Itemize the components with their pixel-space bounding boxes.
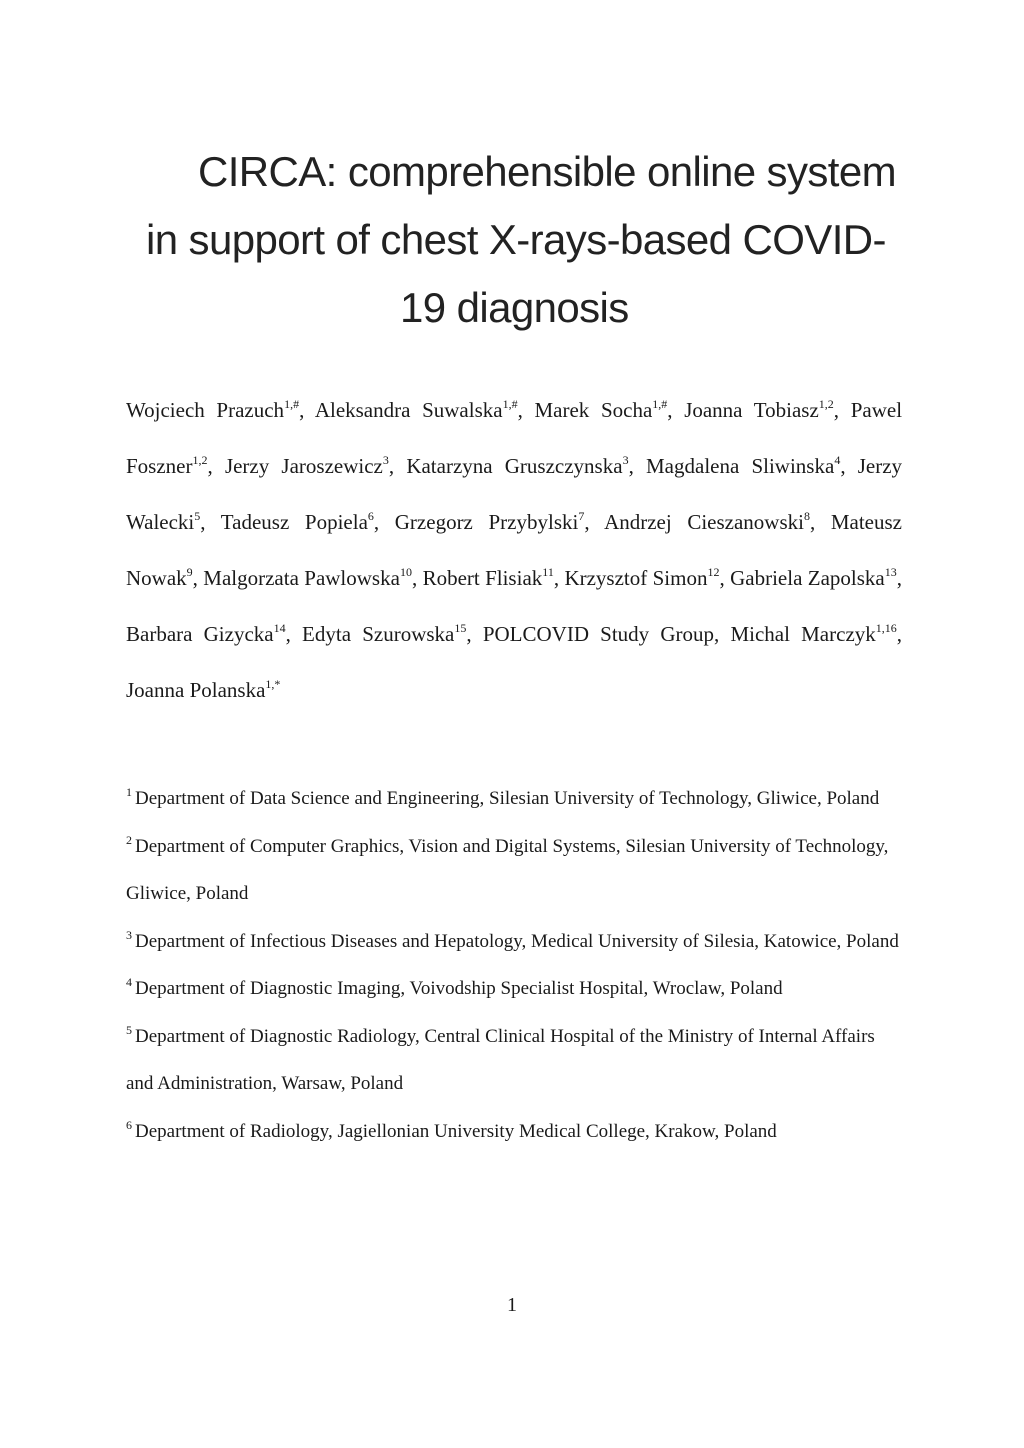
author — [684, 398, 851, 422]
affiliation — [126, 1013, 902, 1108]
author-affiliation-marker: 1,# — [652, 397, 668, 411]
author-name: Mateusz Nowak — [126, 510, 902, 590]
affiliation-number: 6 — [126, 1117, 132, 1132]
author-affiliation-marker: 9 — [186, 565, 193, 579]
author — [646, 454, 858, 478]
author-name: Grzegorz Przybylski — [394, 510, 579, 534]
affiliation — [126, 1108, 902, 1156]
author-separator: , — [466, 622, 483, 646]
affiliation-text: Department of Data Science and Engineering, Silesian University of Technology, Gliwice, Poland — [135, 788, 880, 809]
author-separator: , — [809, 510, 831, 534]
affiliation-text: Department of Diagnostic Imaging, Voivodship Specialist Hospital, Wroclaw, Poland — [135, 978, 783, 999]
author-separator: , — [299, 398, 315, 422]
page-number: 1 — [507, 1294, 517, 1316]
author-name: POLCOVID Study Group — [482, 622, 715, 646]
author — [126, 622, 302, 646]
author-name: Krzysztof Simon — [564, 566, 708, 590]
affiliation-number: 1 — [126, 785, 132, 799]
author-name: Katarzyna Gruszczynska — [406, 454, 623, 478]
author-affiliation-marker: 11 — [542, 565, 554, 579]
author-separator: , — [896, 566, 902, 590]
author — [730, 622, 902, 646]
author — [302, 622, 483, 646]
author — [564, 566, 730, 590]
author-affiliation-marker: 7 — [578, 509, 585, 523]
author-affiliation-marker: 3 — [622, 453, 629, 467]
author-affiliation-marker: 3 — [382, 453, 389, 467]
author-name: Michal Marczyk — [730, 622, 876, 646]
author-affiliation-marker: 5 — [194, 509, 201, 523]
author — [604, 510, 831, 534]
author-separator: , — [285, 622, 303, 646]
affiliation-number: 4 — [126, 975, 132, 989]
author — [221, 510, 395, 534]
affiliation — [126, 965, 902, 1013]
author-separator: , — [896, 622, 903, 646]
author-affiliation-marker: 8 — [803, 509, 810, 523]
author — [423, 566, 565, 590]
author-affiliation-marker: 1,# — [284, 397, 300, 411]
title-line-1: CIRCA: comprehensible online system — [198, 148, 896, 195]
author-name: Gabriela Zapolska — [730, 566, 885, 590]
affiliation-list — [126, 775, 902, 1155]
author-separator: , — [517, 398, 535, 422]
author-name: Tadeusz Popiela — [220, 510, 368, 534]
author-separator: , — [714, 622, 731, 646]
author-separator: , — [584, 510, 605, 534]
author-separator: , — [388, 454, 407, 478]
author-affiliation-marker: 15 — [454, 621, 467, 635]
author-name: Marek Socha — [534, 398, 653, 422]
affiliation — [126, 823, 902, 918]
author-separator: , — [373, 510, 395, 534]
author-list — [126, 382, 902, 718]
author-separator: , — [840, 454, 858, 478]
affiliation-number: 2 — [126, 832, 132, 847]
author-name: Magdalena Sliwinska — [646, 454, 835, 478]
author-name: Robert Flisiak — [422, 566, 543, 590]
author — [730, 566, 902, 590]
author-affiliation-marker: 1,# — [502, 397, 518, 411]
author-name: Aleksandra Suwalska — [314, 398, 503, 422]
author-name: Jerzy Jaroszewicz — [224, 454, 383, 478]
author-separator: , — [628, 454, 646, 478]
author-affiliation-marker: 12 — [707, 565, 720, 579]
affiliation — [126, 918, 902, 966]
author-separator: , — [200, 510, 221, 534]
author-separator: , — [411, 566, 423, 590]
author — [483, 622, 731, 646]
paper-title — [130, 138, 920, 342]
affiliation-text: Department of Radiology, Jagiellonian University Medical College, Krakow, Poland — [135, 1120, 777, 1142]
author-name: Wojciech Prazuch — [126, 398, 285, 422]
affiliation — [126, 775, 902, 823]
author-name: Joanna Tobiasz — [684, 398, 819, 422]
author-affiliation-marker: 1,16 — [875, 621, 897, 635]
author-name: Barbara Gizycka — [126, 622, 274, 646]
title-line-2: in support of chest X-rays-based COVID- — [146, 216, 886, 263]
affiliation-text: Department of Infectious Diseases and Hepatology, Medical University of Silesia, Katowice, Poland — [135, 930, 899, 952]
author-affiliation-marker: 1,* — [265, 677, 281, 691]
affiliation-number: 3 — [126, 927, 132, 942]
author-separator: , — [719, 566, 731, 590]
author-name: Malgorzata Pawlowska — [203, 566, 400, 590]
author-affiliation-marker: 14 — [273, 621, 286, 635]
author-name: Jerzy Walecki — [126, 454, 903, 534]
affiliation-number: 5 — [126, 1022, 132, 1037]
author-name: Joanna Polanska — [126, 678, 266, 702]
author-name: Andrzej Cieszanowski — [604, 510, 804, 534]
author-separator: , — [207, 454, 225, 478]
author — [406, 454, 646, 478]
author — [126, 678, 280, 702]
author-affiliation-marker: 1,2 — [818, 397, 834, 411]
title-line-3: 19 diagnosis — [400, 284, 629, 331]
author-separator: , — [667, 398, 685, 422]
author-affiliation-marker: 1,2 — [192, 453, 208, 467]
author-affiliation-marker: 6 — [367, 509, 374, 523]
author-name: Edyta Szurowska — [302, 622, 455, 646]
author-separator: , — [192, 566, 204, 590]
affiliation-text: Department of Computer Graphics, Vision and Digital Systems, Silesian University of Technology, Gliwice, Poland — [126, 835, 889, 904]
author-name: Pawel Foszner — [126, 398, 903, 478]
author-separator: , — [833, 398, 851, 422]
author — [203, 566, 422, 590]
author — [126, 398, 315, 422]
author-affiliation-marker: 13 — [884, 565, 897, 579]
affiliation-text: Department of Diagnostic Radiology, Central Clinical Hospital of the Ministry of Internal Affairs and Administration, Warsaw, Poland — [126, 1025, 875, 1094]
author — [535, 398, 685, 422]
author-affiliation-marker: 10 — [399, 565, 412, 579]
author — [225, 454, 406, 478]
author — [315, 398, 535, 422]
author-affiliation-marker: 4 — [834, 453, 841, 467]
author-separator: , — [553, 566, 565, 590]
author — [395, 510, 604, 534]
